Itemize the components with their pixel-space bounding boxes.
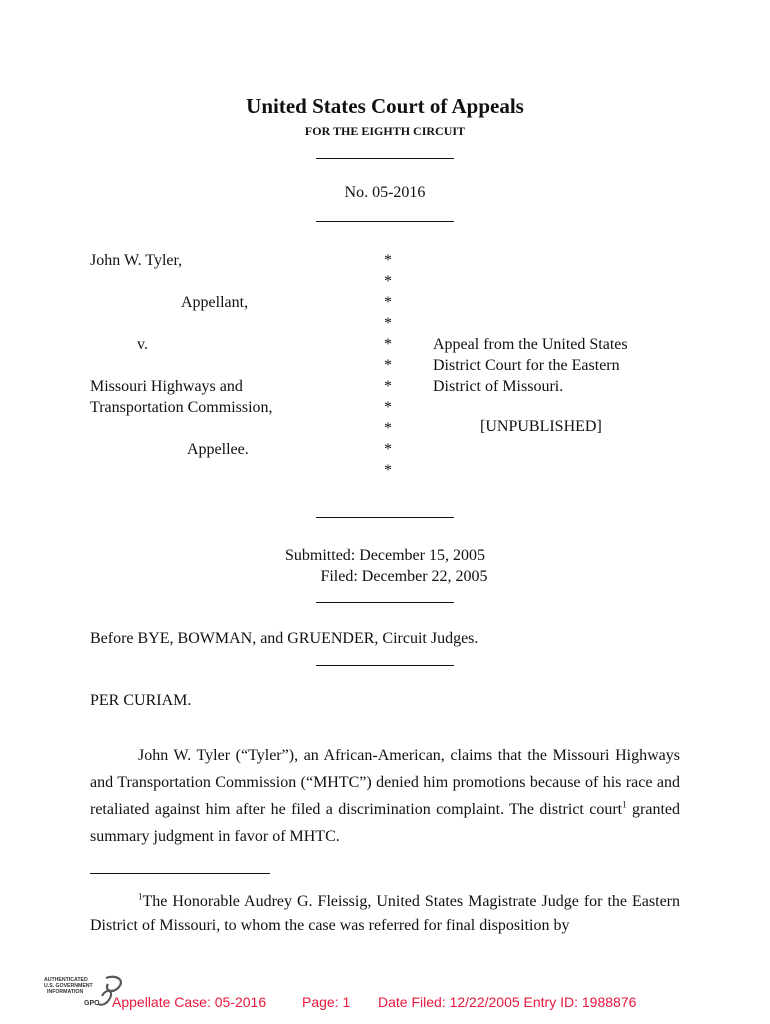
appeal-from [433, 334, 673, 397]
circuit-name: FOR THE EIGHTH CIRCUIT [304, 124, 466, 138]
footnote [90, 890, 680, 938]
caption-star: * [384, 315, 392, 332]
gpo-logo-text: INFORMATION [47, 989, 84, 995]
appeal-from-line1: Appeal from the United States [433, 336, 628, 353]
caption-star: * [384, 399, 392, 416]
opinion-text-continued: granted summary judgment in favor of MHTC. [90, 801, 680, 845]
opinion-text: John W. Tyler (“Tyler”), an African-American, claims that the Missouri Highways and Transportation Commission (“MHTC”) denied him promotions because of his race and retaliated against him after he filed a discrimination complaint. The district court [90, 747, 680, 818]
per-curiam-heading: PER CURIAM. [90, 692, 192, 709]
footer-appellate-case: Appellate Case: 05-2016 [112, 994, 267, 1010]
caption-star: * [384, 357, 392, 374]
caption-star: * [384, 252, 392, 269]
versus: v. [137, 336, 148, 353]
opinion-paragraph [90, 742, 680, 850]
filed-date: Filed: December 22, 2005 [320, 568, 488, 585]
submitted-date: Submitted: December 15, 2005 [285, 547, 485, 564]
caption-star: * [384, 441, 392, 458]
divider [316, 665, 454, 666]
caption-star: * [384, 462, 392, 479]
footer-page: Page: 1 [302, 994, 351, 1010]
caption-star: * [384, 420, 392, 437]
court-title: United States Court of Appeals [246, 94, 524, 118]
panel-judges: Before BYE, BOWMAN, and GRUENDER, Circuit Judges. [90, 630, 479, 647]
gpo-logo-text: AUTHENTICATED [44, 977, 88, 983]
footnote-reference[interactable]: 1 [622, 799, 627, 810]
divider [316, 221, 454, 222]
gpo-logo-text: U.S. GOVERNMENT [44, 983, 93, 989]
gpo-logo-text: GPO [84, 1000, 100, 1007]
dates-block [0, 545, 770, 587]
appellant-name: John W. Tyler, [90, 252, 183, 269]
footnote-divider [90, 873, 270, 874]
divider [316, 517, 454, 518]
appellee-name-line2: Transportation Commission, [90, 399, 273, 416]
appeal-from-line3: District of Missouri. [433, 378, 564, 395]
publication-status: [UNPUBLISHED] [480, 418, 602, 435]
appellant-role: Appellant, [181, 294, 249, 311]
footnote-text: The Honorable Audrey G. Fleissig, United States Magistrate Judge for the Eastern District of Missouri, to whom the case was referred for final disposition by [90, 893, 680, 934]
appellee-role: Appellee. [187, 441, 249, 458]
caption-star: * [384, 378, 392, 395]
caption-star: * [384, 273, 392, 290]
footnote-marker: 1 [138, 891, 143, 902]
case-number: No. 05-2016 [344, 184, 426, 201]
divider [316, 158, 454, 159]
appellee-name-line1: Missouri Highways and [90, 378, 243, 395]
eagle-icon [98, 991, 111, 1005]
caption-star-column [378, 250, 398, 481]
eagle-icon [106, 977, 121, 991]
caption-star: * [384, 336, 392, 353]
caption-star: * [384, 294, 392, 311]
footer-date-filed: Date Filed: 12/22/2005 Entry ID: 1988876 [378, 994, 637, 1010]
divider [316, 602, 454, 603]
appeal-from-line2: District Court for the Eastern [433, 357, 620, 374]
